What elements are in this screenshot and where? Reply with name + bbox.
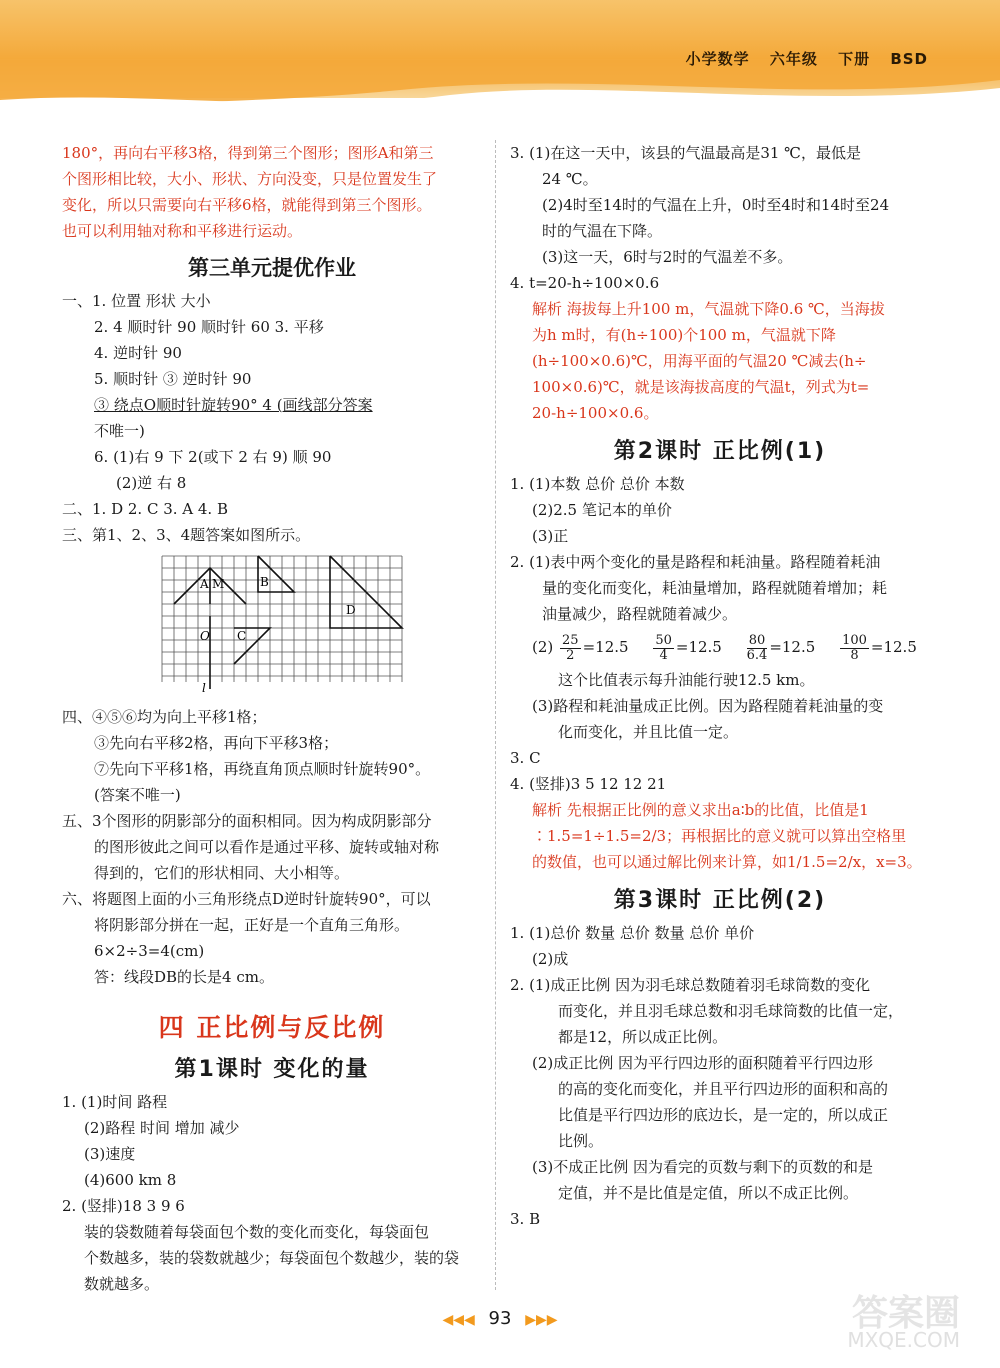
analysis-line: 为h m时，有(h÷100)个100 m，气温就下降 [532, 326, 836, 344]
header-volume: 下册 [838, 50, 871, 68]
answer-line: 6. (1)右 9 下 2(或下 2 右 9) 顺 90 [94, 448, 332, 466]
page-footer [0, 1308, 1000, 1329]
answer-line: (2)路程 时间 增加 减少 [84, 1119, 240, 1137]
answer-line: (3)正 [532, 527, 569, 545]
answer-line: 三、第1、2、3、4题答案如图所示。 [62, 526, 311, 544]
answer-line: 4. (竖排)3 5 12 12 21 [510, 775, 667, 793]
answer-line: 1. (1)本数 总价 总价 本数 [510, 475, 685, 493]
answer-line: 1. (1)总价 数量 总价 数量 总价 单价 [510, 924, 755, 942]
right-column [510, 140, 930, 1232]
analysis-line: 的数值，也可以通过解比例来计算，如1/1.5=2/x，x=3。 [532, 853, 922, 871]
answer-line: ⑦先向下平移1格，再绕直角顶点顺时针旋转90°。 [94, 760, 431, 778]
grid-label-c: C [237, 629, 247, 643]
lesson2-title: 第2课时 正比例(1) [613, 439, 827, 464]
analysis-line: (h÷100×0.6)℃，用海平面的气温20 ℃减去(h÷ [532, 352, 867, 370]
page-number: 93 [488, 1308, 512, 1329]
answer-line: 一、1. 位置 形状 大小 [62, 292, 211, 310]
fraction-prefix: (2) [532, 638, 554, 656]
answer-line: 装的袋数随着每袋面包个数的变化而变化，每袋面包 [84, 1223, 430, 1241]
answer-line: (2)2.5 笔记本的单价 [532, 501, 672, 519]
answer-line: 的图形彼此之间可以看作是通过平移、旋转或轴对称 [94, 838, 440, 856]
answer-line: 比值是平行四边形的底边长，是一定的，所以成正 [558, 1106, 889, 1124]
answer-line: 个数越多，装的袋数就越少；每袋面包个数越少，装的袋 [84, 1249, 460, 1267]
analysis-line: 解析 先根据正比例的意义求出a∶b的比值，比值是1 [532, 801, 869, 819]
answer-grid-figure [62, 554, 482, 698]
fraction [747, 634, 768, 663]
answer-line: 将阴影部分拼在一起，正好是一个直角三角形。 [94, 916, 410, 934]
column-divider [495, 140, 496, 1290]
analysis-line: 100×0.6)℃，就是该海拔高度的气温t，列式为t= [532, 378, 870, 396]
grid-label-l: l [202, 681, 206, 694]
fraction-denominator: 4 [659, 647, 668, 663]
left-column [62, 140, 482, 1297]
grid-diagram [160, 554, 410, 694]
analysis-line: 20-h÷100×0.6。 [532, 404, 659, 422]
answer-line: 得到的，它们的形状相同、大小相等。 [94, 864, 350, 882]
fraction-numerator: 100 [842, 632, 867, 648]
fraction-denominator: 8 [850, 647, 859, 663]
answer-line: ③ 绕点O顺时针旋转90° 4 (画线部分答案 [94, 396, 373, 414]
watermark-url: MXQE.COM [847, 1328, 960, 1352]
lesson3-title: 第3课时 正比例(2) [613, 888, 827, 913]
answer-line: (2)成正比例 因为平行四边形的面积随着平行四边形 [532, 1054, 874, 1072]
fraction [653, 634, 674, 663]
answer-line: 六、将题图上面的小三角形绕点D逆时针旋转90°，可以 [62, 890, 431, 908]
grid-label-o: O [200, 629, 210, 643]
header-edition: BSD [890, 50, 928, 68]
banner-wave [0, 60, 1000, 120]
analysis-line: 解析 海拔每上升100 m，气温就下降0.6 ℃，当海拔 [532, 300, 885, 318]
fraction [840, 634, 869, 663]
fraction-result: =12.5 [769, 638, 816, 656]
header-grade: 六年级 [769, 50, 818, 68]
answer-line: 比例。 [558, 1132, 604, 1150]
answer-line: 1. (1)时间 路程 [62, 1093, 168, 1111]
answer-line: 不唯一) [94, 422, 145, 440]
answer-line: 24 ℃。 [542, 170, 598, 188]
answer-line: 化而变化，并且比值一定。 [558, 723, 739, 741]
unit4-title: 四 正比例与反比例 [158, 1013, 386, 1042]
fraction-numerator: 80 [747, 634, 768, 649]
answer-line: 的高的变化而变化，并且平行四边形的面积和高的 [558, 1080, 889, 1098]
answer-line: (3)这一天，6时与2时的气温差不多。 [542, 248, 793, 266]
answer-line: (2)4时至14时的气温在上升，0时至4时和14时至24 [542, 196, 890, 214]
answer-line: 二、1. D 2. C 3. A 4. B [62, 500, 228, 518]
answer-line: 3. C [510, 749, 541, 767]
answer-line: 2. (竖排)18 3 9 6 [62, 1197, 185, 1215]
answer-line: (2)成 [532, 950, 569, 968]
answer-line: (答案不唯一) [94, 786, 181, 804]
answer-line: (3)不成正比例 因为看完的页数与剩下的页数的和是 [532, 1158, 874, 1176]
header-info [672, 48, 928, 69]
fraction [560, 634, 581, 663]
answer-line: (2)逆 右 8 [116, 474, 187, 492]
answer-line: 定值，并不是比值是定值，所以不成正比例。 [558, 1184, 859, 1202]
fraction-row [510, 627, 930, 667]
answer-line: 这个比值表示每升油能行驶12.5 km。 [558, 671, 815, 689]
answer-line: 4. t=20-h÷100×0.6 [510, 274, 660, 292]
answer-line: 答：线段DB的长是4 cm。 [94, 968, 274, 986]
answer-line: 2. (1)成正比例 因为羽毛球总数随着羽毛球筒数的变化 [510, 976, 871, 994]
answer-line: 6×2÷3=4(cm) [94, 942, 205, 960]
answer-line: 而变化，并且羽毛球总数和羽毛球筒数的比值一定， [558, 1002, 904, 1020]
answer-line: (4)600 km 8 [84, 1171, 177, 1189]
answer-line: 油量减少，路程就随着减少。 [542, 605, 738, 623]
fraction-result: =12.5 [675, 638, 722, 656]
answer-line: 五、3个图形的阴影部分的面积相同。因为构成阴影部分 [62, 812, 432, 830]
fraction-result: =12.5 [582, 638, 629, 656]
answer-line: 都是12，所以成正比例。 [558, 1028, 728, 1046]
fraction-denominator: 2 [566, 647, 575, 663]
answer-line: 四、④⑤⑥均为向上平移1格； [62, 708, 267, 726]
grid-label-d: D [346, 603, 356, 617]
answer-line: (3)路程和耗油量成正比例。因为路程随着耗油量的变 [532, 697, 884, 715]
answer-line: 量的变化而变化，耗油量增加，路程就随着增加；耗 [542, 579, 888, 597]
fraction-numerator: 25 [562, 632, 579, 648]
next-page-arrows: ▶▶▶ [525, 1312, 558, 1328]
prev-page-arrows: ◀◀◀ [442, 1312, 475, 1328]
fraction-numerator: 50 [655, 632, 672, 648]
analysis-line: ∶1.5=1÷1.5=2/3；再根据比的意义就可以算出空格里 [532, 827, 907, 845]
intro-line: 180°，再向右平移3格，得到第三个图形；图形A和第三 [62, 144, 434, 162]
answer-line: 2. (1)表中两个变化的量是路程和耗油量。路程随着耗油 [510, 553, 881, 571]
answer-line: 3. (1)在这一天中，该县的气温最高是31 ℃，最低是 [510, 144, 861, 162]
intro-line: 个图形相比较，大小、形状、方向没变，只是位置发生了 [62, 170, 438, 188]
answer-line: 3. B [510, 1210, 541, 1228]
answer-line: ③先向右平移2格，再向下平移3格； [94, 734, 339, 752]
intro-line: 也可以利用轴对称和平移进行运动。 [62, 222, 303, 240]
answer-line: (3)速度 [84, 1145, 136, 1163]
fraction-denominator: 6.4 [746, 647, 768, 663]
grid-label-a: A [200, 577, 209, 591]
unit3-title: 第三单元提优作业 [188, 256, 356, 280]
answer-line: 2. 4 顺时针 90 顺时针 60 3. 平移 [94, 318, 324, 336]
lesson1-title: 第1课时 变化的量 [174, 1057, 370, 1082]
answer-line: 时的气温在下降。 [542, 222, 663, 240]
header-subject: 小学数学 [685, 50, 750, 68]
intro-line: 变化，所以只需要向右平移6格，就能得到第三个图形。 [62, 196, 432, 214]
grid-label-m: M [212, 577, 225, 591]
fraction-result: =12.5 [870, 638, 917, 656]
answer-line: 4. 逆时针 90 [94, 344, 182, 362]
watermark-logo: 答案圈 [851, 1293, 960, 1334]
grid-label-b: B [260, 575, 269, 589]
answer-line: 数就越多。 [84, 1275, 160, 1293]
header-banner [0, 0, 1000, 98]
answer-line: 5. 顺时针 ③ 逆时针 90 [94, 370, 252, 388]
